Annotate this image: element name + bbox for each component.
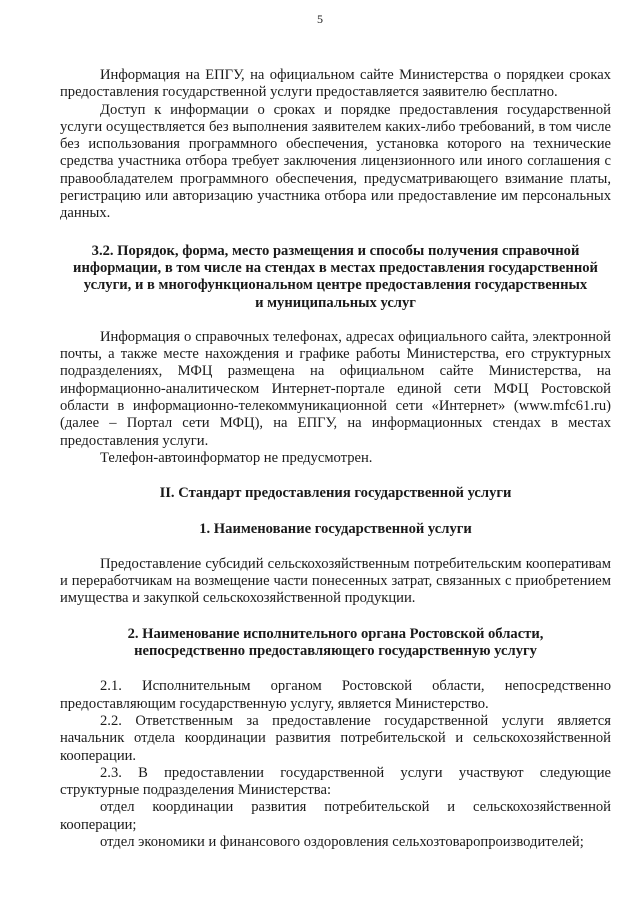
paragraph-department-economics: отдел экономики и финансового оздоровления сельхозтоваропроизводителей; [100,833,584,850]
page-number: 5 [317,12,323,26]
paragraph-reference-info: Информация о справочных телефонах, адресах официального сайта, электронной почты, а также месте нахождения и графике работы Министерства, его структурных подразделениях, МФЦ размещена на официальном сайте Министерства, на информационно-аналитическом Интернет-портале единой сети МФЦ Ростовской области в информационно-телекоммуникационной сети «Интернет» (www.mfc61.ru) (далее – Портал сети МФЦ), на ЕПГУ, на информационных стендах в местах предоставления услуги. [60,328,611,449]
heading-service-name: 1. Наименование государственной услуги [199,520,472,537]
document-body [60,67,611,851]
paragraph-service-name: Предоставление субсидий сельскохозяйственным потребительским кооперативам и переработчикам на возмещение части понесенных затрат, связанных с приобретением имущества и закупкой сельскохозяйственной продукции. [60,555,611,607]
paragraph-autoinformer: Телефон-автоинформатор не предусмотрен. [100,449,373,466]
heading-3-2: 3.2. Порядок, форма, место размещения и способы получения справочной информации, в том числе на стендах в местах предоставления государственной услуги, и в многофункциональном центре предоставления государственных и муниципальных услуг [73,242,598,311]
paragraph-2-2: 2.2. Ответственным за предоставление государственной услуги является начальник отдела координации развития потребительской и сельскохозяйственной кооперации. [60,712,611,764]
heading-section-II: II. Стандарт предоставления государственной услуги [159,485,512,502]
paragraph-department-cooperation: отдел координации развития потребительской и сельскохозяйственной кооперации; [60,799,611,833]
paragraph-2-3: 2.3. В предоставлении государственной услуги участвуют следующие структурные подразделения Министерства: [60,764,611,799]
heading-executive-body: 2. Наименование исполнительного органа Ростовской области, непосредственно предоставляющего государственную услугу [127,625,544,660]
paragraph-2-1: 2.1. Исполнительным органом Ростовской области, непосредственно предоставляющим государственную услугу, является Министерство. [60,678,611,712]
paragraph-access-info: Доступ к информации о сроках и порядке предоставления государственной услуги осуществляется без выполнения заявителем каких-либо требований, в том числе без использования программного обеспечения, установка которого на технические средства участника отбора требует заключения лицензионного или иного соглашения с правообладателем программного обеспечения, предусматривающего взимание платы, регистрацию или авторизацию участника отбора или предоставление им персональных данных. [60,101,612,222]
paragraph-epgu-info: Информация на ЕПГУ, на официальном сайте Министерства о порядкеи сроках предоставления государственной услуги предоставляется заявителю бесплатно. [60,67,611,101]
